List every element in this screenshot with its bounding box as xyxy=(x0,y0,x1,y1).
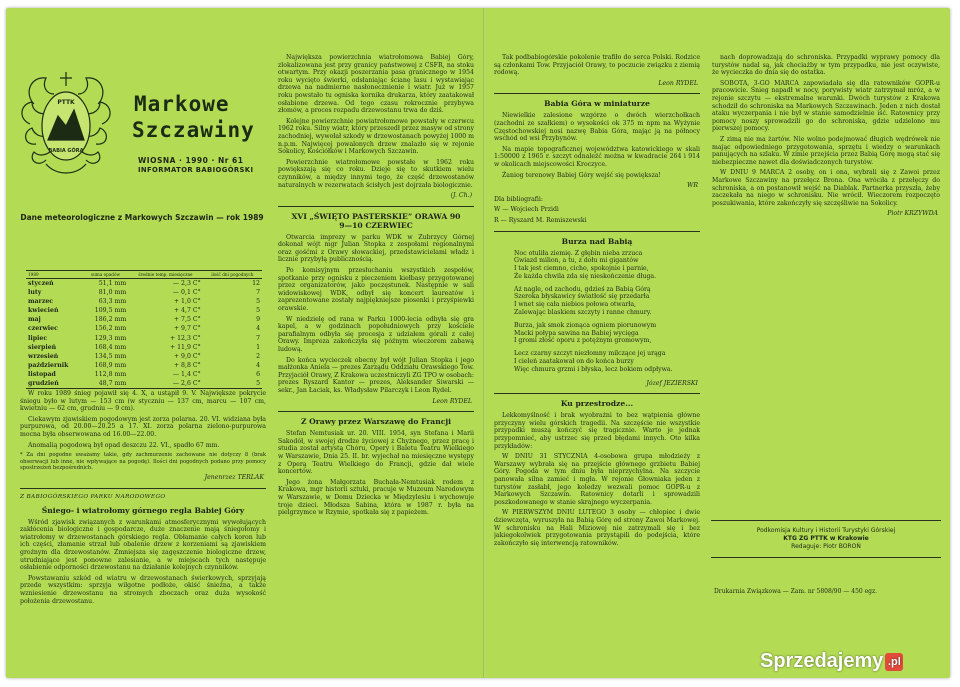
forest-paragraph: Powierzchnie wiatrołomowe powstałe w 1962 roku powiększają się co roku. Dzieje się to skutkiem wielu czynników, a między innymi tego, że część drzewostanów naturalnych w rezerwatach ścisłych jest dojrzała biologicznie. xyxy=(278,158,474,189)
meteo-value: 4 xyxy=(256,325,260,333)
festival-paragraph: W niedzielę od rana w Parku 1000-lecia odbyła się gra kapel, a w godzinach popołudniowych przy kościele parafialnym odbyła się procesja z udziałem górali z całej Orawy. Impreza zakończyła się późnym wieczorem zabawą ludową. xyxy=(278,315,474,353)
meteo-value: 63,3 mm xyxy=(98,298,127,306)
caution-title: Ku przestrodze... xyxy=(560,399,634,409)
poem-line: Noc otuliła ziemię. Z głębin nieba zrzuca xyxy=(514,249,643,257)
column-1-lower xyxy=(20,390,266,676)
meteo-footnote: * Za dni pogodne uważamy takie, gdy zachmurzenie zachowane nie dotyczy 8 (brak obserwacji lub inne, nie wpływające na pogodę). Ilości dni pogodnych podano przy pomocy spostrzeżeń bezpośrednich. xyxy=(20,452,266,471)
logo-bottom-text: BABIA GÓRA xyxy=(48,148,84,154)
poem-line: I tak jest ciemno, cicho, spokojnie i parnie, xyxy=(514,265,649,273)
meteo-row xyxy=(26,352,262,361)
newsletter-sheet xyxy=(6,8,950,678)
watermark-text: Sprzedajemy xyxy=(760,650,884,672)
orawa-title: Z Orawy przez Warszawę do Francji xyxy=(300,417,451,427)
meteo-month: grudzień xyxy=(26,379,83,389)
printer-imprint: Drukarnia Związkowa — Zam. nr 5808/90 — 450 egz. xyxy=(714,588,878,595)
miniature-signature: WR xyxy=(686,182,698,190)
miniature-paragraph: Niewielkie zalesione wzgórze o dwóch wierzchołkach (zachodni ze szałkiem) o wysokości ok 375 m npm na Wyżynie Częstochowskiej nosi nazwę Babia Góra, mając ją na północy wschód od wsi Przybynów. xyxy=(494,112,700,143)
meteo-month: marzec xyxy=(28,298,54,306)
col4-paragraph: Z zimą nie ma żartów. Nie wolno podejmować długich wędrówek nie mając odpowiedniego przygotowania, sprzętu i wiedzy o warunkach panujących na szlaku. W zimie przejścia przez Babią Górę mogą stać się niebezpieczne nawet dla doświadczonych turystów. xyxy=(712,135,940,166)
poem-line: Macki połypa sawina na Babiej wycięga xyxy=(514,329,639,337)
meteo-month: styczeń xyxy=(28,280,54,287)
meteo-month: listopad xyxy=(28,370,56,378)
meteo-value: 5 xyxy=(203,379,262,389)
meteo-value: 186,2 mm xyxy=(94,316,127,324)
divider xyxy=(494,93,700,94)
poem-line: Szeroka błyskawicy światłość się przedarła xyxy=(514,293,650,301)
festival-paragraph: Po komisyjnym przesłuchaniu wszystkich zespołów, spotkanie przy ognisku z pieczeniem kiełbasy przygotowanej przez organizatorów, jako poczęstunek. Następnie w sali widowiskowej WDK, odbył się koncert laureatów i zaprezentowane zostały najpiękniejsze piosenki i przyśpiewki orawskie. xyxy=(278,267,474,313)
credits-box xyxy=(711,520,941,558)
poem-line: I cieleń zaatakował on do końca burzy xyxy=(514,358,634,366)
meteo-month: maj xyxy=(28,316,41,324)
page-fold xyxy=(483,8,485,678)
meteo-row xyxy=(26,279,262,289)
column-2 xyxy=(278,54,474,676)
meteo-value: 168,9 mm xyxy=(94,361,127,369)
park-title: Śniego- i wiatrołomy górnego regla Babiej Góry xyxy=(41,505,245,515)
col4-paragraph: nach doprowadzają do schroniska. Przypadki wyprawy pomocy dla turystów nadal są, jak chociażby w tym przypadku, nie jest oczywiste, że wycieczka do dnia się do ostatka. xyxy=(712,54,940,77)
meteo-row xyxy=(26,370,262,379)
meteo-month: czerwiec xyxy=(28,325,58,333)
title-line-1: Markowe xyxy=(134,92,230,116)
orawa-paragraph: Stefan Nemtusiak ur. 20. VIII. 1954, syn Stefana i Marii Sakodół, w swojej drodze życiowej z Chyżnego, przez pracę i studia został artystą Chóru, Opery i Baletu Teatru Wielkiego w Warszawie, Dnia 25. II. br. wyjechał na miesięczne występy z Operą Teatru Wielkiego do Francji, gdzie dał wiele koncertów. xyxy=(278,430,474,476)
meteo-row xyxy=(26,343,262,352)
poem-line: I gromi złość oporu z potężnym gromowym, xyxy=(514,337,652,345)
meteo-value: + 12,3 C° xyxy=(169,334,201,342)
meteo-signature: Jenenrzez TERLAK xyxy=(204,474,264,482)
meteo-row xyxy=(26,379,262,389)
meteo-month: lipiec xyxy=(28,334,48,342)
poem-line: Zalewając blaskiem szczyty i ranne chmury. xyxy=(514,309,652,317)
meteo-value: 4 xyxy=(256,361,260,369)
meteo-value: — 0,1 C° xyxy=(172,289,201,297)
meteo-value: 5 xyxy=(256,307,260,315)
meteo-value: + 8,8 C° xyxy=(173,361,201,369)
meteo-value: + 4,7 C° xyxy=(173,307,201,315)
logo-top-text: PTTK xyxy=(57,99,75,106)
biblio-label: Dla bibliografii: xyxy=(494,195,543,203)
meteo-table xyxy=(26,270,262,389)
col4-paragraph: SOBOTA, 3-GO MARCA zapowiadała się dla ratowników GOPR-u pracowicie. Śnieg napadł w nocy, porywisty wiatr zatrzymał mróz, a w rejonie szczytu — ekstremalne warunki. Dwóch turystów z Krakowa schodził do schroniska na Markowych Szczawinach. Jeden z nich dostał ataku wyczerpania i nie był w stanie samodzielnie iść. Ratownicy przy pomocy noszy sprowadzili go do schroniska, gdzie udzielono mu pierwszej pomocy. xyxy=(712,79,940,133)
park-paragraph: Wśród zjawisk związanych z warunkami atmosferycznymi wywołujących zakłócenia biologiczne i gospodarcze, duże znaczenie mają śniegołomy i wiatrołomy w drzewostanach górskiego regla. Obłamanie całych koron lub ich części, złamanie strzał lub obalenie drzew z korzeniami są zjawiskiem groźnym dla drzewostanów. Zmniejsza się zagęszczenie biologiczne drzew, utrudniające jest ponowne zalesianie, a w miejscach tych następuje osłabienie odporności drzewostanu na działanie kolejnych czynników. xyxy=(20,518,266,572)
caution-paragraph: Lekkomyślność i brak wyobraźni to bez wątpienia główne przyczyny wielu górskich tragedii. Na szczęście nie wszystkie przypadki muszą kończyć się tragicznie. Warto je jednak przypomnieć, aby ustrzec się przed błędami innych. Oto kilka przykładów: xyxy=(494,412,700,450)
meteo-value: — 2,3 C° xyxy=(172,280,201,287)
col3-paragraph: Tak podbabiogórskie pokolenie trafiło do serca Polski. Rodzice są członkami Tow. Przyjaciół Orawy, to poczucie związku z ziemią rodową. xyxy=(494,54,700,77)
column-4 xyxy=(712,54,940,516)
meteo-row xyxy=(26,315,262,324)
meteo-month: październik xyxy=(28,361,69,369)
babia-gora-emblem-icon xyxy=(16,64,116,184)
meteo-note: Ciekawym zjawiskiem pogodowym jest zorza polarna. 20. VI. widziana była purpurowa, od 20.00—20.25 a 17. XI. zorza polarna zielono-purpurowa mocna była obserwowana od 16.00—22.00. xyxy=(20,415,266,438)
issue-line: WIOSNA · 1990 · Nr 61 xyxy=(138,156,244,165)
divider xyxy=(494,393,700,394)
poem-line: Burza, jak smok zionąca ogniem piorunowym xyxy=(514,321,657,329)
meteo-value: — 1,4 C° xyxy=(172,370,201,378)
meteo-value: 1 xyxy=(256,343,260,351)
meteo-value: 6 xyxy=(256,370,260,378)
poem-stanza xyxy=(514,322,700,345)
meteo-header-cell: suma opadów xyxy=(83,271,128,279)
park-paragraph: Powstawaniu szkód od wiatru w drzewostanach świerkowych, sprzyjają przede wszystkim: sprzyja wilgotne podłoże, okiść śnieżna, a także wzniesienie drzewostanu na stromych zboczach oraz duża wysokość położenia drzewostanu. xyxy=(20,574,266,605)
meteo-header-row xyxy=(26,271,262,279)
storm-poem xyxy=(514,250,700,374)
divider xyxy=(278,411,474,412)
credits-line: Podkomisja Kultury i Historii Turystyki Górskiej xyxy=(756,527,896,534)
festival-title: XVI „ŚWIĘTO PASTERSKIE” ORAWA 90 xyxy=(291,211,461,221)
meteo-month: luty xyxy=(28,289,42,297)
meteo-value: 81,0 mm xyxy=(98,289,127,297)
meteo-value: 51,1 mm xyxy=(98,280,127,287)
caution-paragraph: W DNIU 31 STYCZNIA 4-osobowa grupa młodzieży z Warszawy wybrała się na przejście głównego grzbietu Babiej Góry. Pogoda w tym dniu była nieprzychylna. Na szczycie panowała silna zamieć i mgła. W rejonie Głowniaka jeden z turystów zasłabł, jego koledzy wezwali pomoc GOPR-u z Markowych Szczawin. Ratownicy dotarli i sprowadzili poszkodowanego w stanie skrajnego wyczerpania. xyxy=(494,453,700,506)
meteo-value: — 2,6 C° xyxy=(128,379,202,389)
column-3 xyxy=(494,54,700,676)
meteo-row xyxy=(26,288,262,297)
meteo-value: 5 xyxy=(256,298,260,306)
meteo-value: + 9,7 C° xyxy=(173,325,201,333)
meteo-value: 2 xyxy=(256,352,260,360)
festival-date: 9—10 CZERWIEC xyxy=(339,220,413,230)
meteo-row xyxy=(26,297,262,306)
poem-stanza xyxy=(514,350,700,373)
festival-paragraph: Do końca wycieczek obecny był wójt Julian Stopka i jego małżonka Aniela — prezes Zarządu Oddziału Orawskiego Tow. Przyjaciół Orawy, Z Krakowa uczestniczyli ZG TPO w osobach: prezes Ryszard Kantor — prezes, Aleksander Siwarski — sekr., Jan Łaciak, ks. Władysław Pilarczyk i Leon Rydel. xyxy=(278,356,474,394)
col3-signature: Leon RYDEL xyxy=(658,79,698,87)
meteo-month: wrzesień xyxy=(28,352,59,360)
meteo-value: 129,3 mm xyxy=(94,334,127,342)
poem-stanza xyxy=(514,250,700,281)
meteo-value: 109,5 mm xyxy=(94,307,127,315)
divider xyxy=(278,206,474,207)
meteo-row xyxy=(26,361,262,370)
storm-signature: Józef JEZIERSKI xyxy=(646,379,698,387)
meteo-month: sierpień xyxy=(28,343,57,351)
biblio-entry: R — Ryszard M. Remiszewski xyxy=(494,216,587,224)
poem-line: Aż nagle, od zachodu, gdzieś za Babią Górą xyxy=(514,285,651,293)
meteo-value: 12 xyxy=(252,280,260,287)
meteo-value: 48,7 mm xyxy=(83,379,128,389)
meteo-value: 168,4 mm xyxy=(94,343,127,351)
forest-signature: (J. Ch.) xyxy=(450,192,472,200)
festival-signature: Leon RYDEL xyxy=(432,397,472,405)
caution-paragraph: W PIERWSZYM DNIU LUTEGO 3 osoby — chłopiec i dwie dziewczęta, wyruszyła na Babią Górę od strony Zawoi Markowej. W schronisku na Hali Miziowej nie zatrzymali się i bez jakiegokolwiek przygotowania przystąpili do podejścia, które zakończyło się interwencją ratowników. xyxy=(494,509,700,547)
storm-title: Burza nad Babią xyxy=(561,236,633,246)
meteo-value: 7 xyxy=(256,334,260,342)
meteo-header-cell: 1989 xyxy=(26,271,83,279)
masthead xyxy=(16,64,262,204)
col4-signature: Piotr KRZYWDA xyxy=(887,210,938,218)
miniature-paragraph: Na mapie topograficznej województwa katowickiego w skali 1:50000 z 1965 r. szczyt odnaleźć można w kwadracie 264 i 914 w okolicach miejscowości Kroczyce. xyxy=(494,145,700,168)
miniature-paragraph: Żaniog terenowy Babiej Góry wejść się powiększa! xyxy=(502,171,661,179)
col4-paragraph: W DNIU 9 MARCA 2 osoby, on i ona, wybrali się z Zawoi przez Markowe Szczawiny na przełęcz Brona. Ona wróciła z przełęczy do schroniska, a on postanowił wejść na Diablak. Partnerka przyszła, żeby zaczekała na niego w schronisku. Nie wrócił. Wieczorem rozpoczęto poszukiwania, które zakończyły się szczęśliwie na Sokolicy. xyxy=(712,169,940,207)
poem-line: Więc chmura grzmi i błyska, lecz bokiem odpływa. xyxy=(514,365,673,373)
meteo-value: 134,5 mm xyxy=(94,352,127,360)
orawa-paragraph: Jego żona Małgorzata Buchała-Nemtusiak rodem z Krakowa, mgr historii sztuki, pracuje w Muzeum Narodowym w Warszawie, w Domu Dziecka w Międzylesiu i wychowuje troje dzieci. Młodsza Sabina, która w 1987 r. była na pielgrzymce w Rzymie, spotkała się z papieżem. xyxy=(278,478,474,517)
meteo-value: + 11,9 C° xyxy=(169,343,201,351)
credits-line: KTG ZG PTTK w Krakowie xyxy=(783,535,869,542)
biblio-entry: W — Wojciech Przidi xyxy=(494,206,559,214)
meteo-value: 112,8 mm xyxy=(94,370,127,378)
meteo-header-cell: średnie temp. miesięczne xyxy=(128,271,202,279)
forest-paragraph: Kolejne powierzchnie powiatrołomowe powstały w czerwcu 1962 roku. Silny wiatr, który przeszedł przez masyw od strony zachodniej, wywołał szkody w drzewostanach powyżej 1000 m n.p.m. Najwięcej powalonych drzew znalazło się w rejonie Sokolicy, Kościółków i Markowych Szczawin. xyxy=(278,117,474,156)
meteo-value: 156,2 mm xyxy=(94,325,127,333)
meteo-header-cell: ilość dni pogodnych xyxy=(203,271,262,279)
meteo-value: + 1,0 C° xyxy=(173,298,201,306)
divider xyxy=(20,488,266,489)
credits-line: Redaguje: Piotr BOROŃ xyxy=(791,543,861,550)
divider xyxy=(494,231,700,232)
meteo-value: + 7,5 C° xyxy=(173,316,201,324)
poem-line: Że każda chwila zda się nieskończenie długa. xyxy=(514,272,657,280)
forest-paragraph: Największa powierzchnia wiatrołomowa Babiej Góry, zlokalizowana jest przy granicy państwowej z CSFR, na stoku otwartym. Przy okazji poszerzania pasa granicznego w 1954 roku wycięto świerki, odsłaniając ścianę lasu i wystawiając drzewa na nadmierne nasłonecznienie i wiatr. Już w 1957 roku powstało tu ogniska kornika drukarza, który zaatakował osłabione drzewa. Od tego czasu rokrocznie przybywa złomów, a proces rozpadu drzewostanu trwa do dziś. xyxy=(278,54,474,115)
meteo-row xyxy=(26,324,262,333)
site-watermark xyxy=(760,650,903,673)
poem-line: Lecz czarny szczyt niezłomny milczące jej urąga xyxy=(514,350,666,358)
title-line-2: Szczawiny xyxy=(132,118,255,142)
meteo-body xyxy=(26,279,262,389)
miniature-title: Babia Góra w miniaturze xyxy=(544,99,650,109)
poem-line: I wnet się cała niebios połowa otwarła, xyxy=(514,301,637,309)
poem-line: Gwiazd milion, a tu, z dołu mi gigantów xyxy=(514,257,639,265)
park-section-tag: Z BABIOGÓRSKIEGO PARKU NARODOWEGO xyxy=(20,493,166,500)
meteo-row xyxy=(26,334,262,343)
meteo-title: Dane meteorologiczne z Markowych Szczawin — rok 1989 xyxy=(20,213,264,222)
meteo-value: 9 xyxy=(256,316,260,324)
meteo-value: 7 xyxy=(256,289,260,297)
meteo-row xyxy=(26,306,262,315)
watermark-badge: .pl xyxy=(885,653,903,671)
festival-paragraph: Otwarcia imprezy w parku WDK w Zubrzycy Górnej dokonał wójt mgr Julian Stopka z zespołami regionalnymi oraz gośćmi z Orawy słowackiej, przedstawicielami władz i licznie przybyłą publicznością. xyxy=(278,233,474,264)
meteo-value: + 9,0 C° xyxy=(173,352,201,360)
meteo-note: W roku 1989 śnieg pojawił się 4. X, a ustąpił 9. V. Największe pokrycie śniegu było w lutym — 153 cm (w styczniu — 137 cm, marcu — 107 cm, kwietniu — 62 cm, grudniu — 9 cm). xyxy=(20,390,266,413)
meteo-note: Anomalią pogodową był opad deszczu 22. VI., spadło 67 mm. xyxy=(28,441,220,449)
subtitle: INFORMATOR BABIOGÓRSKI xyxy=(138,166,254,174)
meteo-month: kwiecień xyxy=(28,307,59,315)
poem-stanza xyxy=(514,286,700,317)
